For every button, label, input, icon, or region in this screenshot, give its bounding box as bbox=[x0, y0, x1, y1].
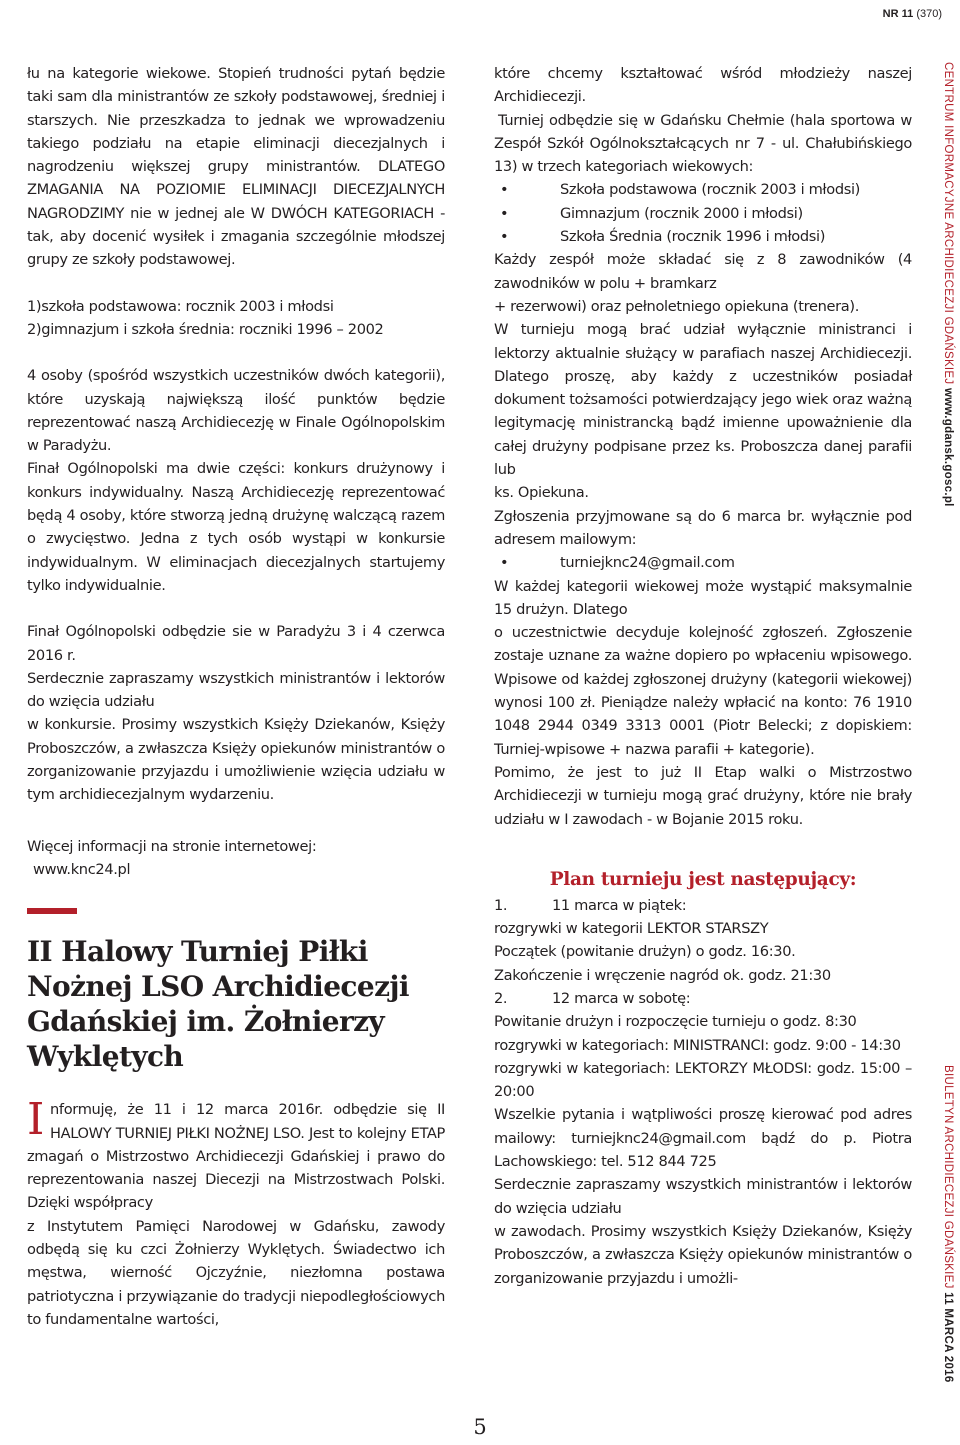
drop-cap: I bbox=[27, 1094, 45, 1146]
category-line: 2)gimnazjum i szkoła średnia: roczniki 1996 – 2002 bbox=[27, 320, 384, 338]
intro-text: nformuję, że 11 i 12 marca 2016r. odbędzie się II HALOWY TURNIEJ PIŁKI NOŻNEJ LSO. Jest to kolejny ETAP zmagań o Mistrzostwo Archidiecezji Gdańskiej i prawo do reprezentowania naszej Diecezji na Mistrzostwach Polski. Dzięki współpracy bbox=[27, 1101, 445, 1212]
accent-bar bbox=[27, 908, 77, 914]
paragraph: w zawodach. Prosimy wszystkich Księży Dziekanów, Księży Proboszczów, a zwłaszcza Księży opiekunów ministrantów o zorganizowanie przyjazdu i umożli- bbox=[494, 1222, 912, 1287]
bullet-icon: • bbox=[500, 554, 509, 572]
side-label-top bbox=[930, 62, 954, 692]
schedule-line: rozgrywki w kategoriach: MINISTRANCI: godz. 9:00 - 14:30 bbox=[494, 1036, 901, 1054]
more-info-url[interactable]: www.knc24.pl bbox=[33, 860, 131, 878]
list-item bbox=[494, 202, 912, 225]
schedule-line: rozgrywki w kategorii LEKTOR STARSZY bbox=[494, 920, 769, 938]
schedule-line: Zakończenie i wręczenie nagród ok. godz. 21:30 bbox=[494, 966, 831, 984]
side-label-url[interactable]: www.gdansk.gosc.pl bbox=[942, 387, 954, 507]
paragraph: które chcemy kształtować wśród młodzieży naszej Archidiecezji. bbox=[494, 65, 912, 106]
list-item-text: Szkoła podstawowa (rocznik 2003 i młodsi) bbox=[560, 181, 861, 199]
intro-paragraph bbox=[27, 1094, 445, 1214]
paragraph: o uczestnictwie decyduje kolejność zgłoszeń. Zgłoszenie zostaje uznane za ważne dopiero po wpłaceniu wpisowego. Wpisowe od każdej zgłoszonej drużyny (kategorii wiekowej) wynosi 100 zł. Pieniądze należy wpłacić na konto: 76 1910 1048 2944 0349 3313 0001 (Piotr Belecki; z dopiskiem: Turniej-wpisowe + nazwa parafii + kategorie). bbox=[494, 624, 912, 758]
schedule-line: Początek (powitanie drużyn) o godz. 16:30. bbox=[494, 943, 796, 961]
list-item-text: Gimnazjum (rocznik 2000 i młodsi) bbox=[560, 204, 803, 222]
list-item bbox=[494, 551, 912, 574]
paragraph: W każdej kategorii wiekowej może wystąpić maksymalnie 15 drużyn. Dlatego bbox=[494, 577, 912, 618]
schedule-line: rozgrywki w kategoriach: LEKTORZY MŁODSI: godz. 15:00 – 20:00 bbox=[494, 1059, 912, 1101]
article-title: II Halowy Turniej Piłki Nożnej LSO Archidiecezji Gdańskiej im. Żołnierzy Wyklętych bbox=[27, 935, 409, 1074]
day-label: 11 marca w piątek: bbox=[552, 896, 687, 914]
bullet-icon: • bbox=[500, 181, 509, 199]
paragraph: W turnieju mogą brać udział wyłącznie ministranci i lektorzy aktualnie służący w parafiach naszej Archidiecezji. Dlatego proszę, aby każdy z uczestników posiadał dokument tożsamości potwierdzający jego wiek oraz ważną legitymację ministrancką bądź imienne upoważnienie dla całej drużyny podpisane przez ks. Proboszcza danej parafii lub bbox=[494, 321, 912, 479]
side-label-text: BIULETYN ARCHIDIECEZJI GDAŃSKIEJ bbox=[942, 1065, 954, 1289]
side-label-date: 11 MARCA 2016 bbox=[942, 1292, 954, 1383]
paragraph: + rezerwowi) oraz pełnoletniego opiekuna (trenera). bbox=[494, 297, 859, 315]
bullet-icon: • bbox=[500, 228, 509, 246]
paragraph: Turniej odbędzie się w Gdańsku Chełmie (hala sportowa w Zespół Szkół Ogólnokształcących nr 7 - ul. Chałubińskiego 13) w trzech kategoriach wiekowych: bbox=[494, 111, 912, 176]
paragraph: Każdy zespół może składać się z 8 zawodników (4 zawodników w polu + bramkarz bbox=[494, 251, 912, 292]
paragraph: Pomimo, że jest to już II Etap walki o Mistrzostwo Archidiecezji w turnieju mogą grać drużyny, które nie brały udziału w I zawodach - w Bojanie 2015 roku. bbox=[494, 763, 912, 828]
schedule-line: Powitanie drużyn i rozpoczęcie turnieju o godz. 8:30 bbox=[494, 1013, 857, 1031]
paragraph: Finał Ogólnopolski odbędzie sie w Paradyżu 3 i 4 czerwca 2016 r. bbox=[27, 623, 445, 664]
page-number: 5 bbox=[473, 1415, 487, 1439]
paragraph: Serdecznie zapraszamy wszystkich ministrantów i lektorów do wzięcia udziału bbox=[494, 1176, 912, 1217]
list-item bbox=[494, 178, 912, 201]
paragraph: Wszelkie pytania i wątpliwości proszę kierować pod adres mailowy: turniejknc24@gmail.com bądź do p. Piotra Lachowskiego: tel. 512 844 725 bbox=[494, 1106, 912, 1171]
day-number: 1. bbox=[494, 896, 508, 914]
side-label-text: CENTRUM INFORMACYJNE ARCHIDIECEZJI GDAŃSKIEJ bbox=[942, 62, 954, 385]
schedule-day bbox=[494, 987, 912, 1010]
paragraph: łu na kategorie wiekowe. Stopień trudności pytań będzie taki sam dla ministrantów ze szkoły podstawowej, średniej i starszych. Nie przeszkadza to jednak we wprowadzeniu takiego podziału na etapie eliminacji diecezjalnych i nagrodzeniu większej grupy ministrantów. DLATEGO ZMAGANIA NA POZIOMIE ELIMINACJI DIECEZJALNYCH NAGRODZIMY nie w jednej ale W DWÓCH KATEGORIACH - tak, aby docenić wysiłek i zmagania szczególnie młodszej grupy ze szkoły podstawowej. bbox=[27, 65, 445, 269]
paragraph: w konkursie. Prosimy wszystkich Księży Dziekanów, Księży Proboszczów, a zwłaszcza Księży opiekunów ministrantów o zorganizowanie przyjazdu i umożliwienie wzięcia udziału w tym archidiecezjalnym wydarzeniu. bbox=[27, 716, 445, 804]
more-info-label: Więcej informacji na stronie internetowej: bbox=[27, 837, 317, 855]
schedule-day bbox=[494, 894, 912, 917]
paragraph: z Instytutem Pamięci Narodowej w Gdańsku, zawody odbędą się ku czci Żołnierzy Wyklętych. Świadectwo ich męstwa, wierność Ojczyźnie, niezłomna postawa patriotyczna i przywiązanie do tradycji niepodległościowych to fundamentalne wartości, bbox=[27, 1217, 445, 1328]
right-column bbox=[494, 62, 912, 1290]
list-item-text: Szkoła Średnia (rocznik 1996 i młodsi) bbox=[560, 228, 826, 246]
list-item bbox=[494, 225, 912, 248]
bullet-icon: • bbox=[500, 204, 509, 222]
email-link[interactable]: turniejknc24@gmail.com bbox=[560, 554, 735, 572]
issue-number: (370) bbox=[916, 8, 942, 20]
category-line: 1)szkoła podstawowa: rocznik 2003 i młodsi bbox=[27, 297, 334, 315]
paragraph: Finał Ogólnopolski ma dwie części: konkurs drużynowy i konkurs indywidualny. Naszą Archidiecezję reprezentować będą 4 osoby, które stworzą jedną drużynę walczącą razem o zwycięstwo. Jedna z tych osób wystąpi w konkursie indywidualnym. W eliminacjach diecezjalnych startujemy tylko indywidualnie. bbox=[27, 460, 445, 594]
schedule-title: Plan turnieju jest następujący: bbox=[549, 868, 857, 890]
paragraph: ks. Opiekuna. bbox=[494, 484, 589, 502]
side-label-bottom bbox=[930, 1065, 954, 1385]
paragraph: Serdecznie zapraszamy wszystkich ministrantów i lektorów do wzięcia udziału bbox=[27, 669, 445, 711]
left-column bbox=[27, 62, 445, 1331]
issue-label: NR 11 bbox=[882, 8, 914, 20]
day-number: 2. bbox=[494, 989, 508, 1007]
paragraph: Zgłoszenia przyjmowane są do 6 marca br. wyłącznie pod adresem mailowym: bbox=[494, 507, 912, 548]
day-label: 12 marca w sobotę: bbox=[552, 989, 691, 1007]
paragraph: 4 osoby (spośród wszystkich uczestników dwóch kategorii), które uzyskają największą ilość punktów będzie reprezentować naszą Archidiecezję w Finale Ogólnopolskim w Paradyżu. bbox=[27, 367, 445, 455]
issue-header bbox=[642, 8, 942, 20]
